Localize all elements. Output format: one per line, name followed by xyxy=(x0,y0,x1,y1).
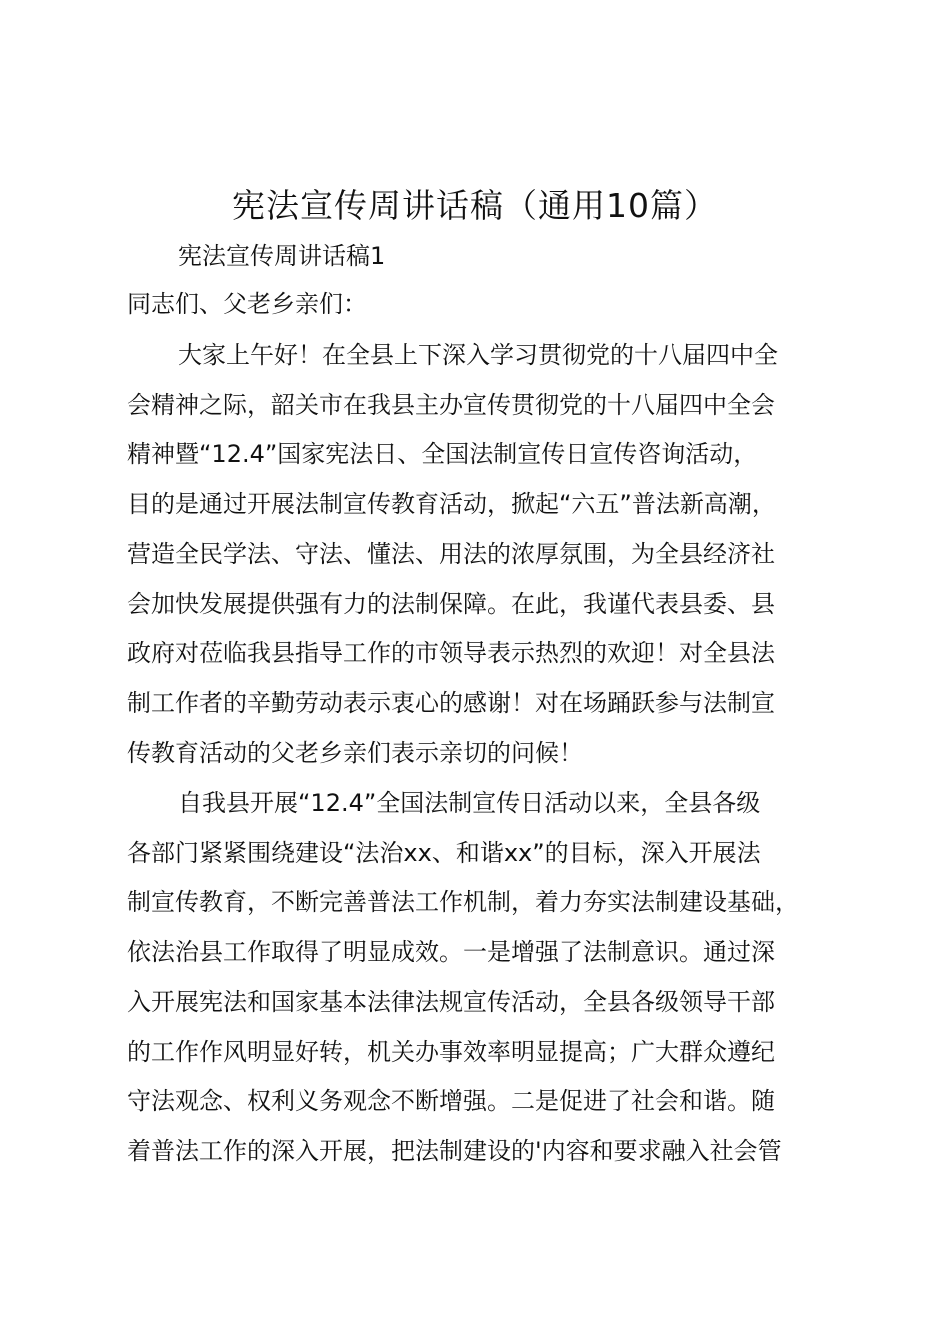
paragraph-line: 政府对莅临我县指导工作的市领导表示热烈的欢迎！对全县法 xyxy=(127,639,775,668)
paragraph-line: 各部门紧紧围绕建设“法治xx、和谐xx”的目标，深入开展法 xyxy=(127,838,761,867)
paragraph-line: 目的是通过开展法制宣传教育活动，掀起“六五”普法新高潮， xyxy=(127,490,776,519)
paragraph-line: 会加快发展提供强有力的法制保障。在此，我谨代表县委、县 xyxy=(127,589,775,618)
paragraph-line: 会精神之际，韶关市在我县主办宣传贯彻党的十八届四中全会 xyxy=(127,390,775,419)
section-heading: 宪法宣传周讲话稿1 xyxy=(178,242,386,270)
paragraph-line: 传教育活动的父老乡亲们表示亲切的问候！ xyxy=(127,738,583,767)
paragraph-line: 入开展宪法和国家基本法律法规宣传活动，全县各级领导干部 xyxy=(127,987,775,1016)
paragraph-line: 制工作者的辛勤劳动表示衷心的感谢！对在场踊跃参与法制宣 xyxy=(127,688,775,717)
paragraph-line: 依法治县工作取得了明显成效。一是增强了法制意识。通过深 xyxy=(127,938,775,967)
paragraph-line: 自我县开展“12.4”全国法制宣传日活动以来，全县各级 xyxy=(178,789,761,817)
paragraph-line: 的工作作风明显好转，机关办事效率明显提高；广大群众遵纪 xyxy=(127,1037,775,1066)
paragraph-2 xyxy=(127,779,862,1177)
document-title: 宪法宣传周讲话稿（通用10篇） xyxy=(232,186,718,225)
paragraph-line: 制宣传教育，不断完善普法工作机制，着力夯实法制建设基础， xyxy=(127,888,799,917)
paragraph-line: 着普法工作的深入开展，把法制建设的'内容和要求融入社会管 xyxy=(127,1136,782,1165)
paragraph-line: 营造全民学法、守法、懂法、用法的浓厚氛围，为全县经济社 xyxy=(127,539,775,568)
salutation: 同志们、父老乡亲们： xyxy=(127,290,367,318)
paragraph-line: 大家上午好！在全县上下深入学习贯彻党的十八届四中全 xyxy=(178,341,778,369)
paragraph-1 xyxy=(127,331,862,778)
paragraph-line: 守法观念、权利义务观念不断增强。二是促进了社会和谐。随 xyxy=(127,1087,775,1116)
paragraph-line: 精神暨“12.4”国家宪法日、全国法制宣传日宣传咨询活动， xyxy=(127,440,758,469)
